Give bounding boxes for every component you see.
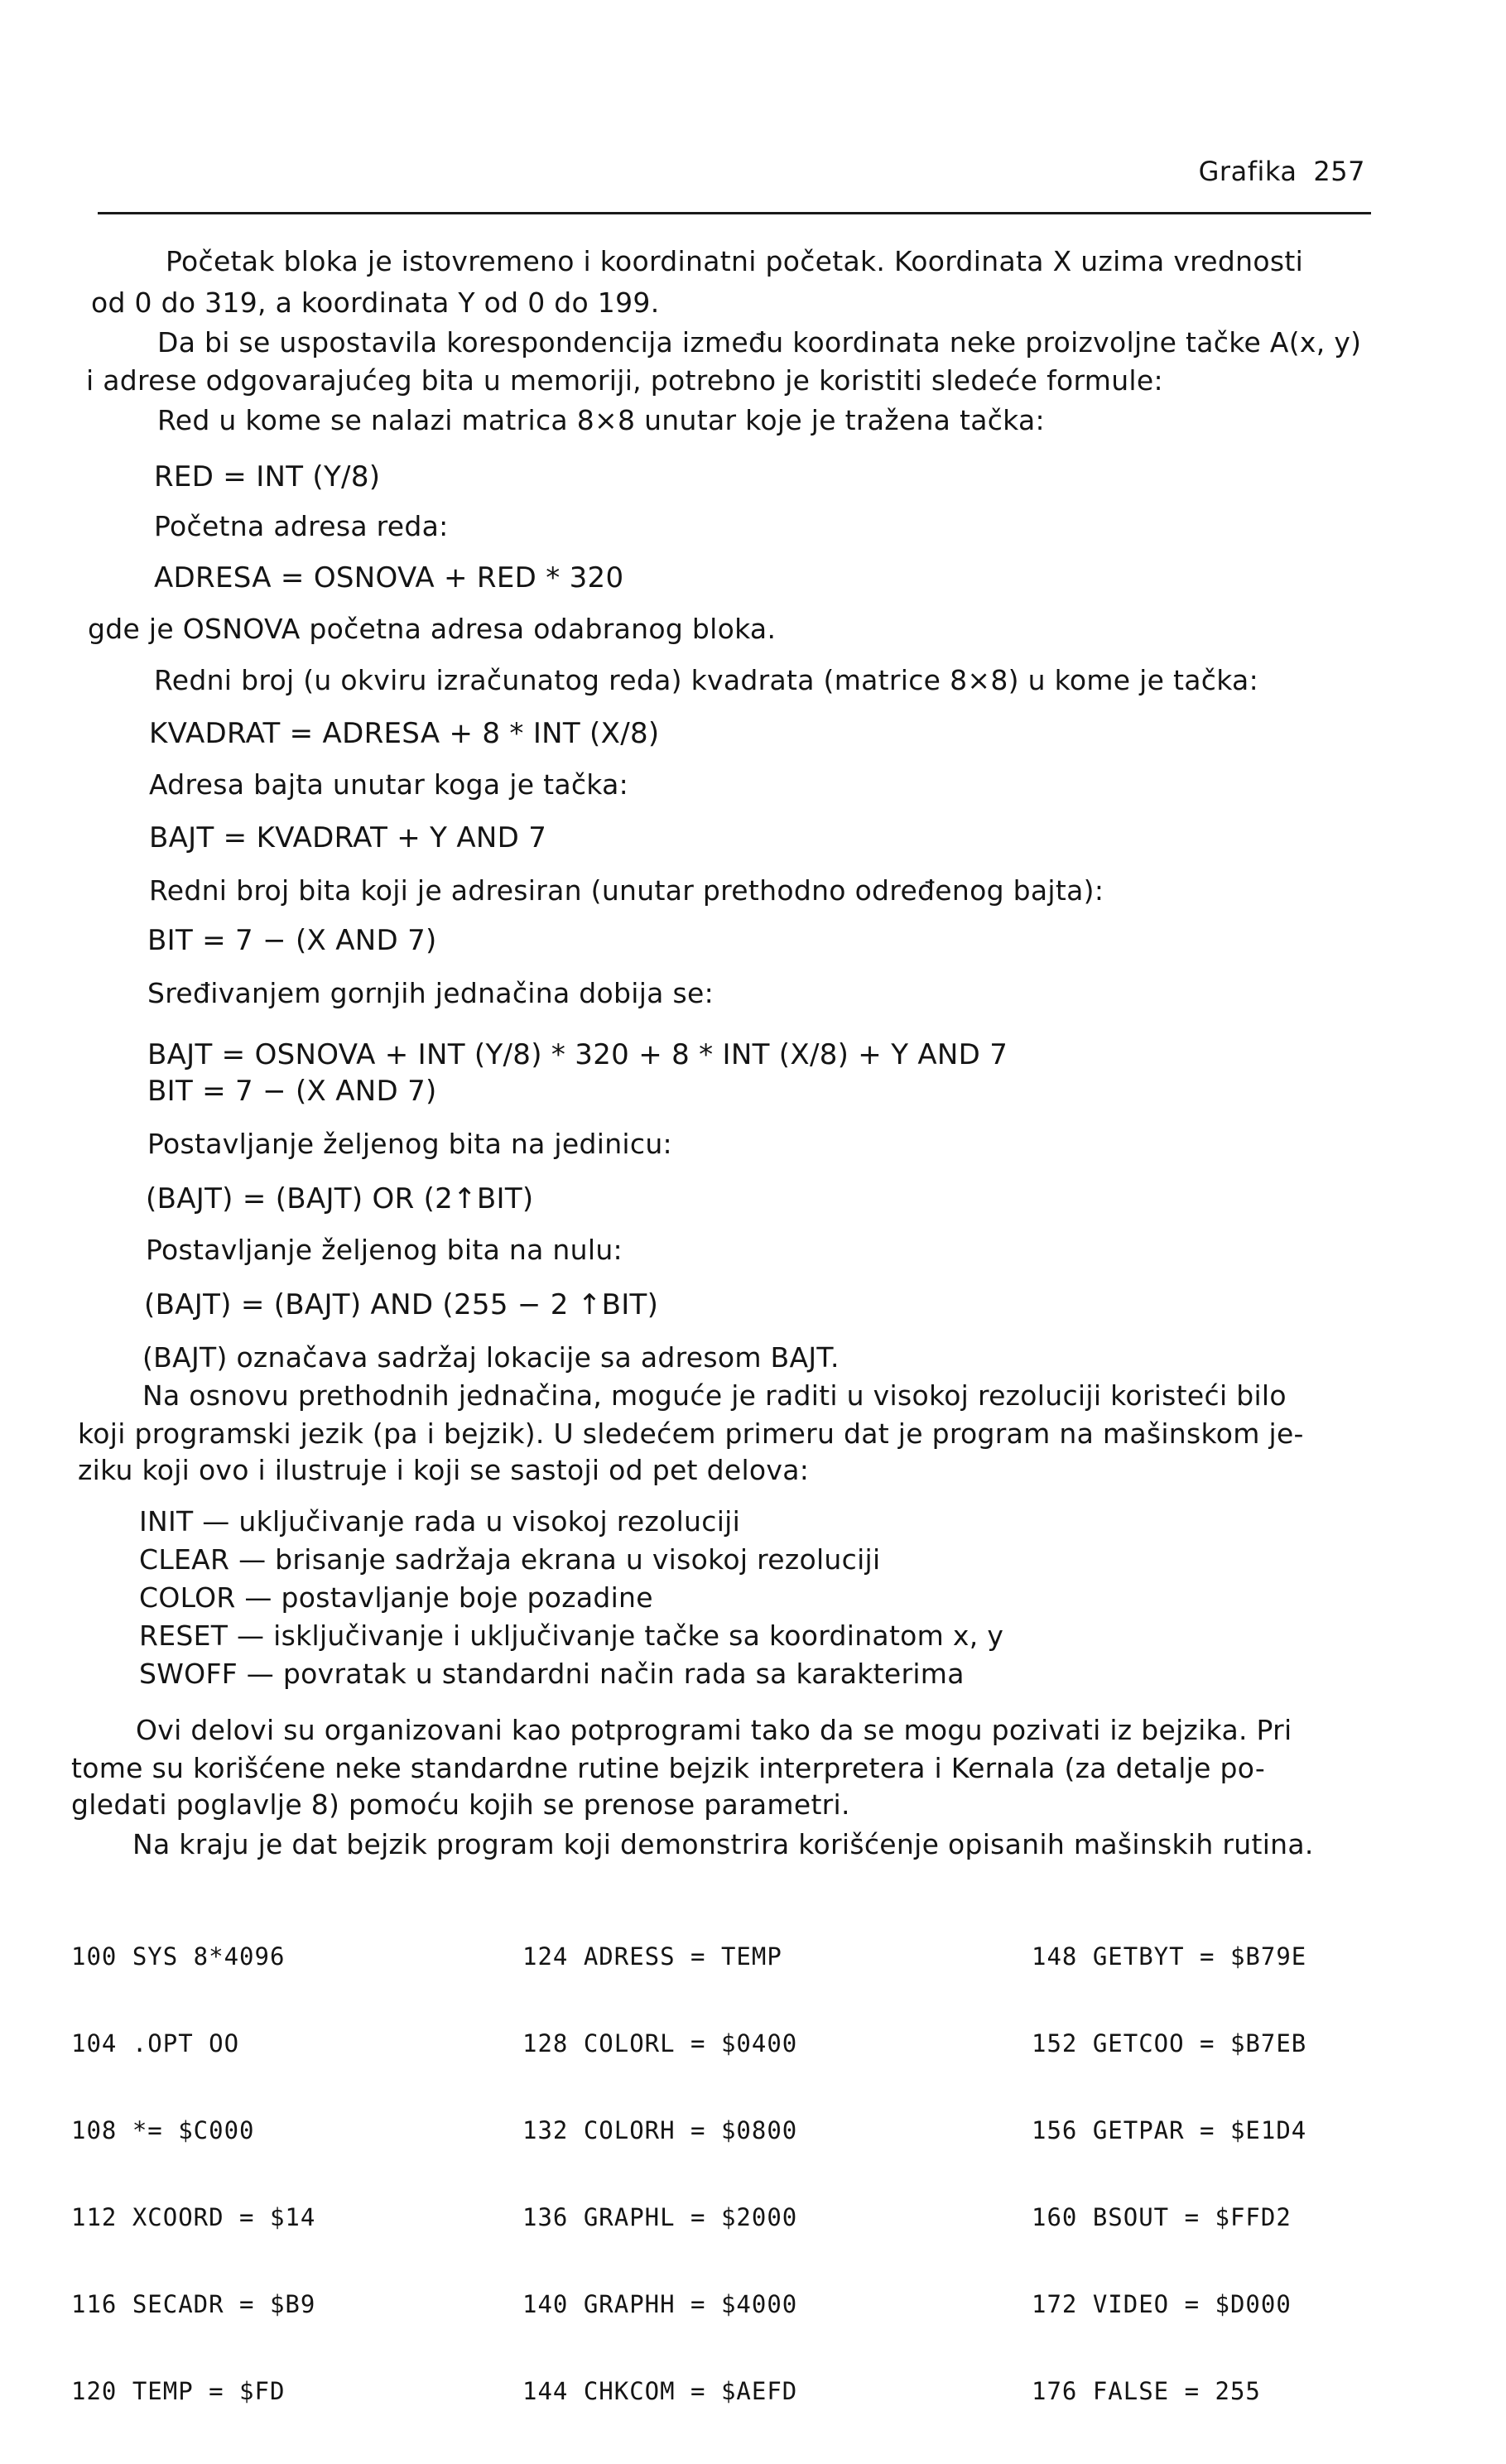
code-line: 160 BSOUT = $FFD2 [1032, 2203, 1292, 2231]
text-line: gde je OSNOVA početna adresa odabranog bloka. [88, 613, 777, 645]
text-line: Red u kome se nalazi matrica 8×8 unutar koje je tražena tačka: [157, 404, 1045, 436]
list-item: INIT — uključivanje rada u visokoj rezoluciji [139, 1505, 741, 1538]
text-line: od 0 do 319, a koordinata Y od 0 do 199. [91, 286, 660, 319]
list-item: CLEAR — brisanje sadržaja ekrana u visokoj rezoluciji [139, 1543, 881, 1576]
formula-bit: BIT = 7 − (X AND 7) [147, 924, 437, 957]
section-title: Grafika [1198, 156, 1297, 187]
text-line: tome su korišćene neke standardne rutine bejzik interpretera i Kernala (za detalje po- [71, 1752, 1266, 1784]
code-line: 128 COLORL = $0400 [522, 2029, 798, 2057]
text-line: gledati poglavlje 8) pomoću kojih se prenose parametri. [71, 1788, 850, 1821]
text-line: Početna adresa reda: [154, 510, 449, 542]
text-line: i adrese odgovarajućeg bita u memoriji, potrebno je koristiti sledeće formule: [86, 364, 1163, 397]
code-line: 152 GETCOO = $B7EB [1032, 2029, 1307, 2057]
code-line: 148 GETBYT = $B79E [1032, 1942, 1307, 1971]
code-line: 120 TEMP = $FD [71, 2377, 286, 2405]
text-line: Adresa bajta unutar koga je tačka: [149, 768, 629, 801]
text-line: Da bi se uspostavila korespondencija između koordinata neke proizvoljne tačke A(x, y) [157, 326, 1362, 359]
running-header [1199, 156, 1365, 187]
code-line: 176 FALSE = 255 [1032, 2377, 1261, 2405]
text-line: Postavljanje željenog bita na nulu: [146, 1234, 623, 1266]
list-item: RESET — isključivanje i uključivanje tačke sa koordinatom x, y [139, 1619, 1004, 1652]
text-line: Sređivanjem gornjih jednačina dobija se: [147, 977, 715, 1009]
formula-red: RED = INT (Y/8) [154, 460, 381, 493]
code-line: 172 VIDEO = $D000 [1032, 2290, 1292, 2318]
code-column-3 [1032, 1884, 1306, 2464]
code-line: 144 CHKCOM = $AEFD [522, 2377, 798, 2405]
code-line: 156 GETPAR = $E1D4 [1032, 2116, 1307, 2144]
code-line: 116 SECADR = $B9 [71, 2290, 316, 2318]
code-line: 100 SYS 8*4096 [71, 1942, 286, 1971]
formula-adresa: ADRESA = OSNOVA + RED * 320 [154, 561, 624, 594]
text-line: koji programski jezik (pa i bejzik). U sledećem primeru dat je program na mašinskom je- [78, 1417, 1304, 1450]
code-column-1 [71, 1884, 315, 2464]
code-line: 136 GRAPHL = $2000 [522, 2203, 798, 2231]
text-line: Na kraju je dat bejzik program koji demonstrira korišćenje opisanih mašinskih rutina. [132, 1828, 1314, 1860]
formula-kvadrat: KVADRAT = ADRESA + 8 * INT (X/8) [149, 717, 660, 750]
text-line: Postavljanje željenog bita na jedinicu: [147, 1128, 672, 1160]
text-line: Početak bloka je istovremeno i koordinatni početak. Koordinata X uzima vrednosti [166, 245, 1304, 277]
formula-set-bit: (BAJT) = (BAJT) OR (2↑BIT) [146, 1182, 534, 1215]
formula-bajt: BAJT = KVADRAT + Y AND 7 [149, 821, 547, 854]
text-line: Na osnovu prethodnih jednačina, moguće je raditi u visokoj rezoluciji koristeći bilo [142, 1379, 1287, 1412]
code-line: 124 ADRESS = TEMP [522, 1942, 782, 1971]
code-line: 140 GRAPHH = $4000 [522, 2290, 798, 2318]
list-item: SWOFF — povratak u standardni način rada sa karakterima [139, 1658, 965, 1690]
code-line: 112 XCOORD = $14 [71, 2203, 316, 2231]
text-line: Redni broj (u okviru izračunatog reda) kvadrata (matrice 8×8) u kome je tačka: [154, 664, 1258, 696]
code-line: 132 COLORH = $0800 [522, 2116, 798, 2144]
text-line: Redni broj bita koji je adresiran (unutar prethodno određenog bajta): [149, 874, 1104, 907]
text-line: ziku koji ovo i ilustruje i koji se sastoji od pet delova: [78, 1454, 810, 1486]
header-rule [98, 212, 1371, 214]
formula-bit-combined: BIT = 7 − (X AND 7) [147, 1075, 437, 1108]
formula-bajt-combined: BAJT = OSNOVA + INT (Y/8) * 320 + 8 * INT (X/8) + Y AND 7 [147, 1038, 1008, 1071]
code-line: 104 .OPT OO [71, 2029, 240, 2057]
page-number: 257 [1313, 156, 1365, 187]
formula-clear-bit: (BAJT) = (BAJT) AND (255 − 2 ↑BIT) [144, 1288, 659, 1321]
code-line: 108 *= $C000 [71, 2116, 255, 2144]
text-line: (BAJT) označava sadržaj lokacije sa adresom BAJT. [142, 1341, 840, 1374]
code-column-2 [522, 1884, 797, 2464]
list-item: COLOR — postavljanje boje pozadine [139, 1581, 653, 1614]
text-line: Ovi delovi su organizovani kao potprogrami tako da se mogu pozivati iz bejzika. Pri [136, 1714, 1292, 1746]
